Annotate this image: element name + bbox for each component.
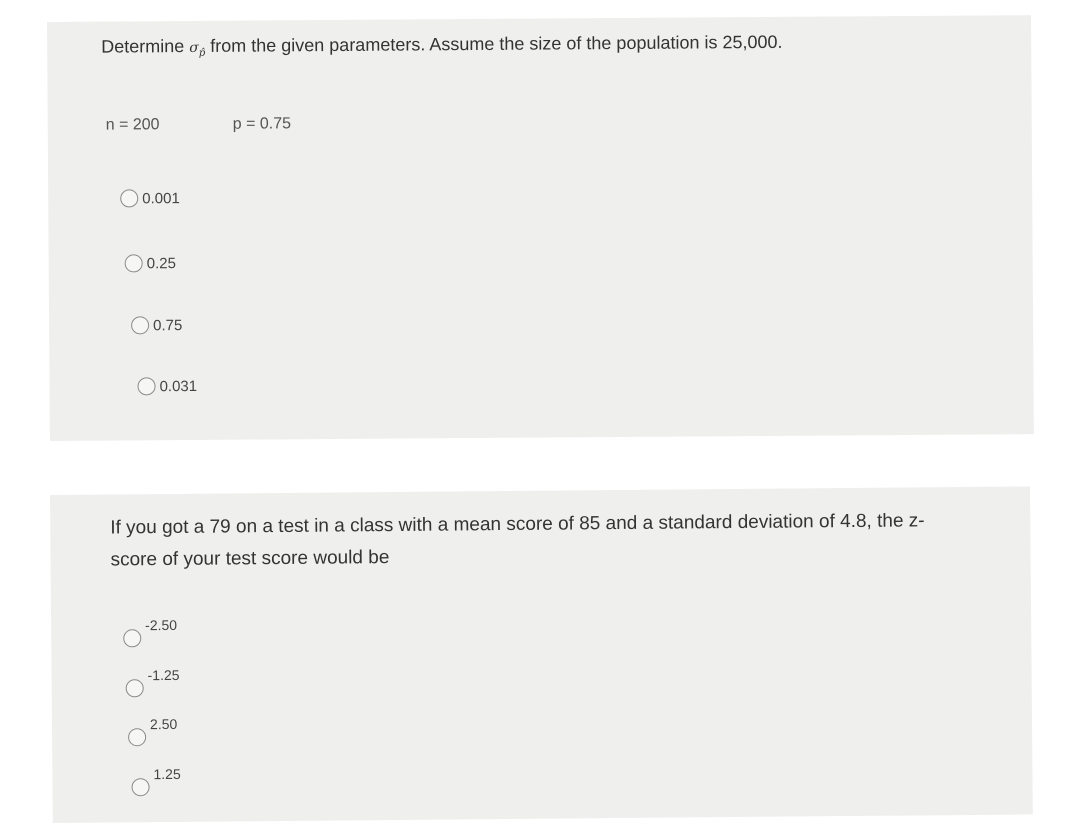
q1-option-a-label: 0.001 <box>142 189 180 207</box>
q2-option-a-label: -2.50 <box>145 616 178 634</box>
q1-option-b[interactable] <box>125 254 176 272</box>
q1-option-d[interactable] <box>137 377 197 395</box>
radio-button-icon[interactable] <box>131 316 149 334</box>
radio-button-icon[interactable] <box>128 728 146 746</box>
question-1-prompt-end: from the given parameters. Assume the size of the population is 25,000. <box>210 31 783 56</box>
q2-option-d[interactable] <box>131 766 181 796</box>
q2-option-b[interactable] <box>126 667 180 697</box>
q2-option-c[interactable] <box>128 716 178 746</box>
question-1-prompt-start: Determine <box>101 36 185 57</box>
q1-option-d-label: 0.031 <box>159 377 198 395</box>
radio-button-icon[interactable] <box>131 778 149 796</box>
sigma-subscript: p̂ <box>198 47 206 59</box>
param-p: p = 0.75 <box>232 115 292 133</box>
q2-option-c-label: 2.50 <box>149 715 178 733</box>
radio-button-icon[interactable] <box>125 254 143 272</box>
question-card-1 <box>47 15 1034 441</box>
q1-option-c[interactable] <box>131 316 182 334</box>
radio-button-icon[interactable] <box>126 679 144 697</box>
radio-button-icon[interactable] <box>137 377 155 395</box>
q1-option-a[interactable] <box>120 189 180 207</box>
sigma-p-hat-symbol <box>189 39 206 59</box>
q2-option-a[interactable] <box>123 617 177 647</box>
question-2-prompt: If you got a 79 on a test in a class with a mean score of 85 and a standard deviation of 4.8, the z-score of your test score would be <box>110 510 925 571</box>
q2-option-d-label: 1.25 <box>153 765 181 783</box>
q2-option-b-label: -1.25 <box>147 666 180 684</box>
sigma-symbol: σ <box>189 39 199 57</box>
param-n: n = 200 <box>105 116 160 134</box>
radio-button-icon[interactable] <box>123 629 141 647</box>
q1-option-c-label: 0.75 <box>153 316 183 334</box>
radio-button-icon[interactable] <box>120 189 138 207</box>
question-card-2 <box>50 486 1033 823</box>
question-1-prompt <box>101 26 861 69</box>
q1-option-b-label: 0.25 <box>146 254 176 272</box>
